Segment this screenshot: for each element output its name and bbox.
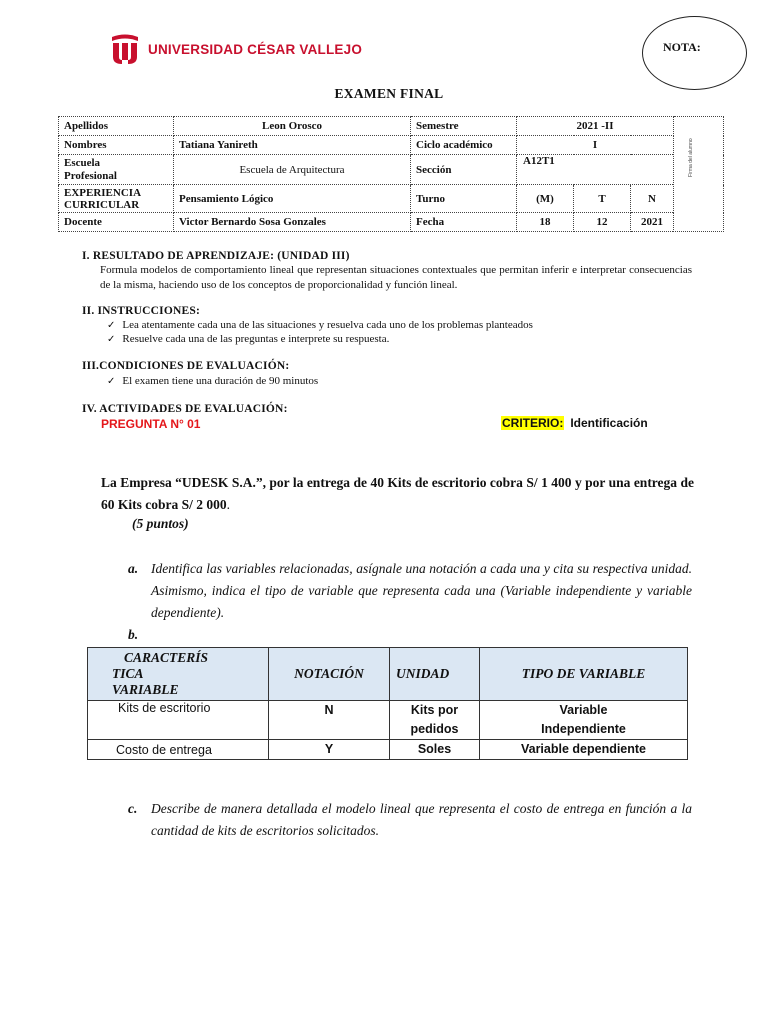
row-name: Costo de entrega [88,740,269,760]
section-2-title: II. INSTRUCCIONES: [82,305,200,317]
row-unit-line2: pedidos [410,722,459,736]
nombres-value: Tatiana Yanireth [174,136,411,155]
ciclo-value: I [517,136,674,155]
escuela-label [59,155,174,185]
checkmark-icon: ✓ [107,319,116,331]
signature-label: Firma del alumno [688,138,694,177]
checkmark-icon: ✓ [107,333,116,345]
subquestion-b [128,624,151,646]
docente-label: Docente [59,213,174,232]
page-title: EXAMEN FINAL [334,86,444,101]
question-number: PREGUNTA N° 01 [101,417,201,431]
row-unit: Soles [390,740,480,760]
question-statement-text: La Empresa “UDESK S.A.”, por la entrega de 40 Kits de escritorio cobra S/ 1 400 y por una entrega de 60 Kits cobra S/ 2 000 [101,475,694,512]
fecha-month: 12 [574,213,631,232]
semestre-label: Semestre [411,117,517,136]
row-type-line1: Variable [559,703,608,717]
criterion [501,416,648,430]
instruction-item [107,333,389,345]
escuela-value: Escuela de Arquitectura [174,155,411,185]
header-unit: UNIDAD [390,648,480,701]
instruction-item [107,319,533,331]
row-type [480,701,688,740]
logo-text: UNIVERSIDAD CÉSAR VALLEJO [148,41,363,57]
escuela-label-line2: Profesional [64,169,117,182]
row-unit-line1: Kits por [410,703,459,717]
turno-n: N [631,185,674,213]
condition-item-text: El examen tiene una duración de 90 minutos [122,375,319,387]
row-type: Variable dependiente [480,740,688,760]
experiencia-label-line2: CURRICULAR [64,198,140,211]
condition-item [107,375,318,387]
experiencia-value: Pensamiento Lógico [174,185,411,213]
table-row [88,701,688,740]
checkmark-icon: ✓ [107,375,116,387]
instruction-item-text: Lea atentamente cada una de las situaciones y resuelva cada uno de los problemas planteados [122,319,533,331]
header-variable-type: TIPO DE VARIABLE [480,648,688,701]
header-characteristic-line1: CARACTERÍS [124,650,209,665]
grade-label: NOTA: [663,40,701,54]
subquestion-c-text: Describe de manera detallada el modelo lineal que representa el costo de entrega en función a la cantidad de kits de escritorios solicitados. [151,801,692,838]
row-unit [390,701,480,740]
student-info-table [58,116,724,232]
turno-m: (M) [517,185,574,213]
subquestion-a [128,558,692,624]
instruction-item-text: Resuelve cada una de las preguntas e interprete su respuesta. [122,333,390,345]
question-points: (5 puntos) [132,516,189,531]
seccion-value: A12T1 [517,155,674,185]
section-3-title: III.CONDICIONES DE EVALUACIÓN: [82,360,290,372]
apellidos-label: Apellidos [59,117,174,136]
university-logo [110,32,362,66]
fecha-label: Fecha [411,213,517,232]
header-characteristic-line3: VARIABLE [112,682,179,697]
row-type-line2: Independiente [541,722,626,736]
variables-table [87,647,688,760]
fecha-day: 18 [517,213,574,232]
grade-box [642,16,747,90]
experiencia-label [59,185,174,213]
section-1-text: Formula modelos de comportamiento lineal que representan situaciones contextuales que permitan inferir e interpretar consecuencias de la misma, haciendo uso de los conceptos de proporcionalidad y función lineal. [100,264,692,291]
subquestion-c [128,798,692,842]
apellidos-value: Leon Orosco [174,117,411,136]
section-4-title: IV. ACTIVIDADES DE EVALUACIÓN: [82,403,288,415]
nombres-label: Nombres [59,136,174,155]
turno-label: Turno [411,185,517,213]
turno-t: T [574,185,631,213]
experiencia-label-line1: EXPERIENCIA [64,186,142,199]
criterion-label: CRITERIO: [502,416,564,430]
escuela-label-line1: Escuela [64,156,101,169]
row-name: Kits de escritorio [88,701,269,740]
subquestion-a-text: Identifica las variables relacionadas, asígnale una notación a cada una y cita su respectiva unidad. Asimismo, indica el tipo de variable que representa cada una (Variable independiente y variable dependiente). [151,561,692,620]
row-notation: N [269,701,390,740]
header-notation: NOTACIÓN [269,648,390,701]
question-statement [101,472,694,516]
ciclo-label: Ciclo académico [411,136,517,155]
docente-value: Victor Bernardo Sosa Gonzales [174,213,411,232]
section-1-title: I. RESULTADO DE APRENDIZAJE: (UNIDAD III) [82,250,350,262]
header-characteristic-line2: TICA [112,666,144,681]
criterion-value: Identificación [570,416,648,430]
question-statement-end: . [226,497,231,512]
table-row [88,740,688,760]
subquestion-b-label: b. [128,627,139,642]
subquestion-a-label: a. [128,561,139,576]
fecha-year: 2021 [631,213,674,232]
semestre-value: 2021 -II [517,117,674,136]
subquestion-c-label: c. [128,801,138,816]
ucv-logo-icon [110,33,140,65]
signature-cell [674,117,724,232]
header-characteristic [88,648,269,701]
row-notation: Y [269,740,390,760]
seccion-label: Sección [411,155,517,185]
